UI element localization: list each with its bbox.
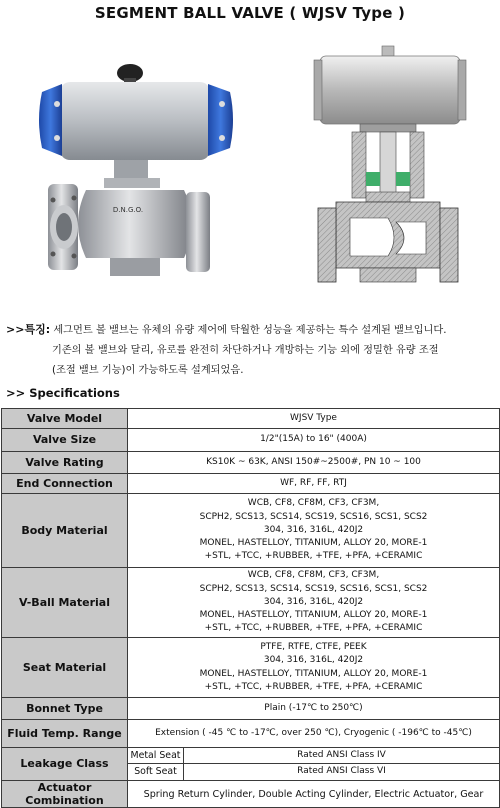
seat-material-line: MONEL, HASTELLOY, TITANIUM, ALLOY 20, MORE-1 [199,668,428,679]
feature-text-3: (조절 밸브 기능)이 가능하도록 설계되었음. [52,365,244,376]
table-row [2,409,500,429]
body-material-line: +STL, +TCC, +RUBBER, +TFE, +PFA, +CERAMIC [204,551,423,562]
vball-material-line: WCB, CF8, CF8M, CF3, CF3M, [247,570,380,581]
vball-material-value [128,568,500,638]
body-material-value [128,494,500,568]
actuator-combination-label: Actuator Combination [2,781,128,808]
table-row [2,698,500,720]
metal-seat-value: Rated ANSI Class IV [184,748,500,764]
feature-text-1: 세그먼트 볼 밸브는 유체의 유량 제어에 탁월한 성능을 제공하는 특수 설계된 밸브입니다. [53,325,447,336]
valve-model-label: Valve Model [2,409,128,429]
table-row [2,781,500,808]
vball-material-line: MONEL, HASTELLOY, TITANIUM, ALLOY 20, MORE-1 [199,610,428,621]
table-row [2,494,500,568]
leakage-class-label: Leakage Class [2,748,128,781]
soft-seat-value: Rated ANSI Class VI [184,764,500,781]
feature-prefix: >> [6,323,25,336]
body-material-label: Body Material [2,494,128,568]
vball-material-line: +STL, +TCC, +RUBBER, +TFE, +PFA, +CERAMIC [204,623,423,634]
seat-material-line: +STL, +TCC, +RUBBER, +TFE, +PFA, +CERAMIC [204,681,423,692]
bonnet-type-value: Plain (-17℃ to 250℃) [128,698,500,720]
end-connection-label: End Connection [2,474,128,494]
body-material-line: SCPH2, SCS13, SCS14, SCS19, SCS16, SCS1, SCS2 [199,511,428,522]
fluid-temp-label: Fluid Temp. Range [2,720,128,748]
valve-size-label: Valve Size [2,429,128,452]
body-material-line: 304, 316, 316L, 420J2 [263,524,364,535]
valve-rating-value: KS10K ~ 63K, ANSI 150#~2500#, PN 10 ~ 100 [128,452,500,474]
specifications-table [1,408,500,808]
seat-material-line: 304, 316, 316L, 420J2 [263,655,364,666]
page-title: SEGMENT BALL VALVE ( WJSV Type ) [94,4,406,22]
actuator-combination-value: Spring Return Cylinder, Double Acting Cylinder, Electric Actuator, Gear [128,781,500,808]
body-material-line: MONEL, HASTELLOY, TITANIUM, ALLOY 20, MORE-1 [199,538,428,549]
feature-label: 특징: [24,323,51,336]
valve-model-value: WJSV Type [128,409,500,429]
table-row [2,452,500,474]
vball-material-line: 304, 316, 316L, 420J2 [263,596,364,607]
table-row [2,474,500,494]
specifications-heading: >> Specifications [6,386,120,400]
metal-seat-label: Metal Seat [128,748,184,764]
bonnet-type-label: Bonnet Type [2,698,128,720]
table-row [2,568,500,638]
vball-material-label: V-Ball Material [2,568,128,638]
nameplate-text: D.N.G.O. [112,206,144,214]
valve-rating-label: Valve Rating [2,452,128,474]
vball-material-line: SCPH2, SCS13, SCS14, SCS19, SCS16, SCS1, SCS2 [199,583,428,594]
table-row [2,720,500,748]
valve-photo [24,44,250,284]
seat-material-value [128,638,500,698]
fluid-temp-value: Extension ( -45 ℃ to -17℃, over 250 ℃), Cryogenic ( -196℃ to -45℃) [128,720,500,748]
valve-size-value: 1/2"(15A) to 16" (400A) [128,429,500,452]
feature-text-2: 기존의 볼 밸브와 달리, 유로를 완전히 차단하거나 개방하는 기능 외에 정밀한 유량 조절 [52,345,439,356]
feature-line-1 [6,320,496,341]
table-row [2,638,500,698]
seat-material-label: Seat Material [2,638,128,698]
feature-description [6,320,496,381]
end-connection-value: WF, RF, FF, RTJ [128,474,500,494]
body-material-line: WCB, CF8, CF8M, CF3, CF3M, [247,498,380,509]
seat-material-line: PTFE, RTFE, CTFE, PEEK [260,642,367,653]
valve-cross-section [300,42,476,296]
table-row [2,429,500,452]
soft-seat-label: Soft Seat [128,764,184,781]
table-row [2,748,500,764]
